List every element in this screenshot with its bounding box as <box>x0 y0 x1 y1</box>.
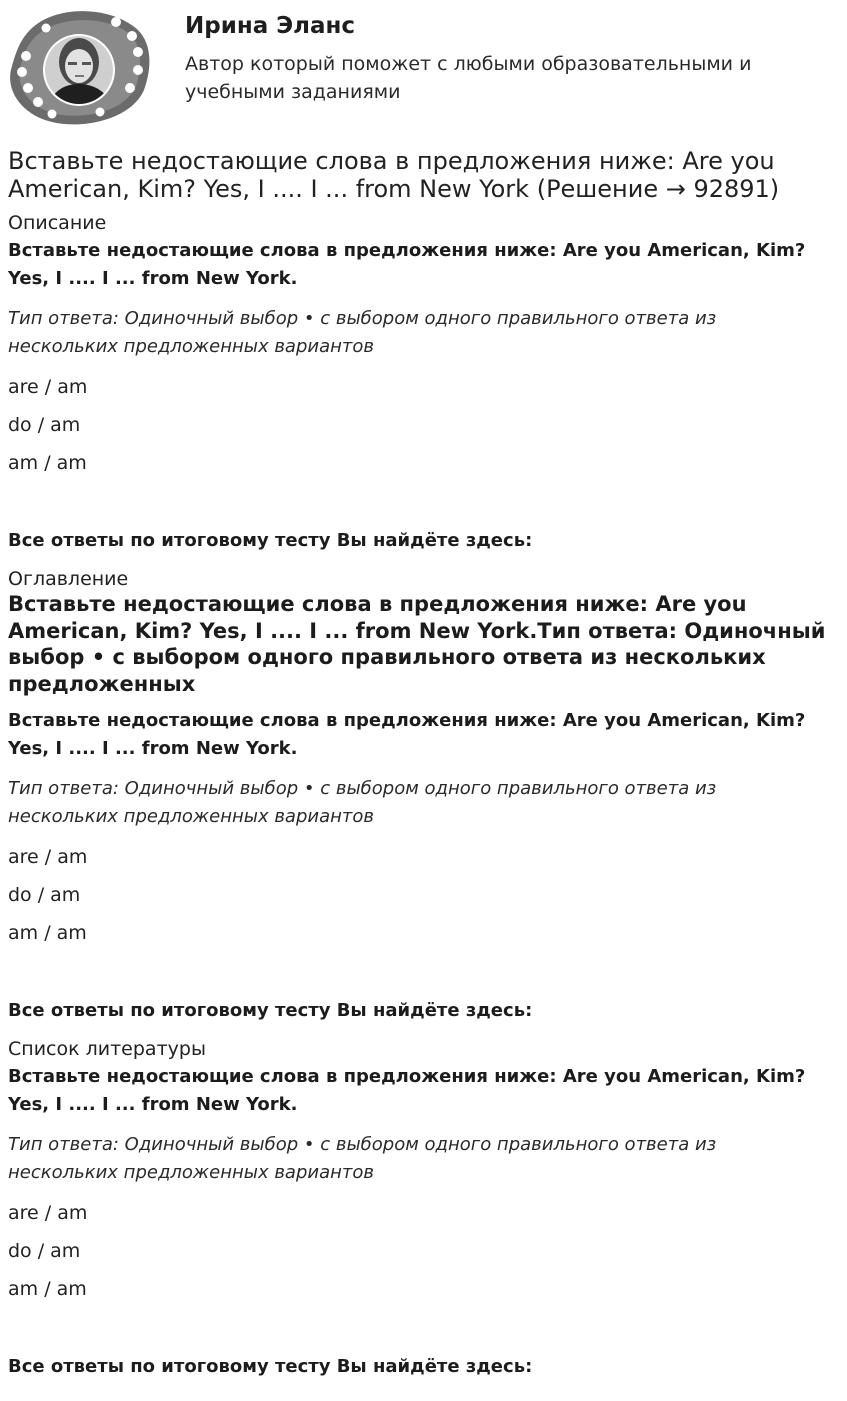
author-header <box>0 0 847 130</box>
section-label-description: Описание <box>8 212 107 234</box>
answer-type: Тип ответа: Одиночный выбор • с выбором одного правильного ответа из нескольких предложенных вариантов <box>8 1134 717 1183</box>
answer-option: do / am <box>8 414 81 436</box>
page-title: Вставьте недостающие слова в предложения ниже: Are you American, Kim? Yes, I .... I ... from New York (Решение → 92891) <box>8 147 780 203</box>
answer-option: are / am <box>8 376 88 398</box>
question-text: Вставьте недостающие слова в предложения ниже: Are you American, Kim? Yes, I .... I ... from New York. <box>8 710 806 759</box>
answer-option: am / am <box>8 1278 87 1300</box>
avatar-film-frame-icon <box>8 8 150 126</box>
main-content <box>8 147 828 1379</box>
toc-heading: Вставьте недостающие слова в предложения ниже: Are you American, Kim? Yes, I .... I ... from New York.Тип ответа: Одиночный выбор • с выбором одного правильного ответа из нескольких предложенных <box>8 592 826 696</box>
all-answers-link-text: Все ответы по итоговому тесту Вы найдёте здесь: <box>8 1000 533 1021</box>
answer-type: Тип ответа: Одиночный выбор • с выбором одного правильного ответа из нескольких предложенных вариантов <box>8 778 717 827</box>
answer-option: do / am <box>8 884 81 906</box>
all-answers-link-text: Все ответы по итоговому тесту Вы найдёте здесь: <box>8 530 533 551</box>
author-name[interactable]: Ирина Эланс <box>185 13 356 39</box>
author-description: Автор который поможет с любыми образовательными и учебными заданиями <box>185 53 752 103</box>
answer-option: do / am <box>8 1240 81 1262</box>
all-answers-link-text: Все ответы по итоговому тесту Вы найдёте здесь: <box>8 1356 533 1377</box>
answer-option: am / am <box>8 922 87 944</box>
answer-type: Тип ответа: Одиночный выбор • с выбором одного правильного ответа из нескольких предложенных вариантов <box>8 308 717 357</box>
section-label-toc: Оглавление <box>8 568 129 590</box>
answer-option: are / am <box>8 1202 88 1224</box>
answer-option: are / am <box>8 846 88 868</box>
answer-option: am / am <box>8 452 87 474</box>
avatar[interactable] <box>8 8 150 126</box>
question-text: Вставьте недостающие слова в предложения ниже: Are you American, Kim? Yes, I .... I ... from New York. <box>8 1066 806 1115</box>
section-label-literature: Список литературы <box>8 1038 206 1060</box>
question-text: Вставьте недостающие слова в предложения ниже: Are you American, Kim? Yes, I .... I ... from New York. <box>8 240 806 289</box>
